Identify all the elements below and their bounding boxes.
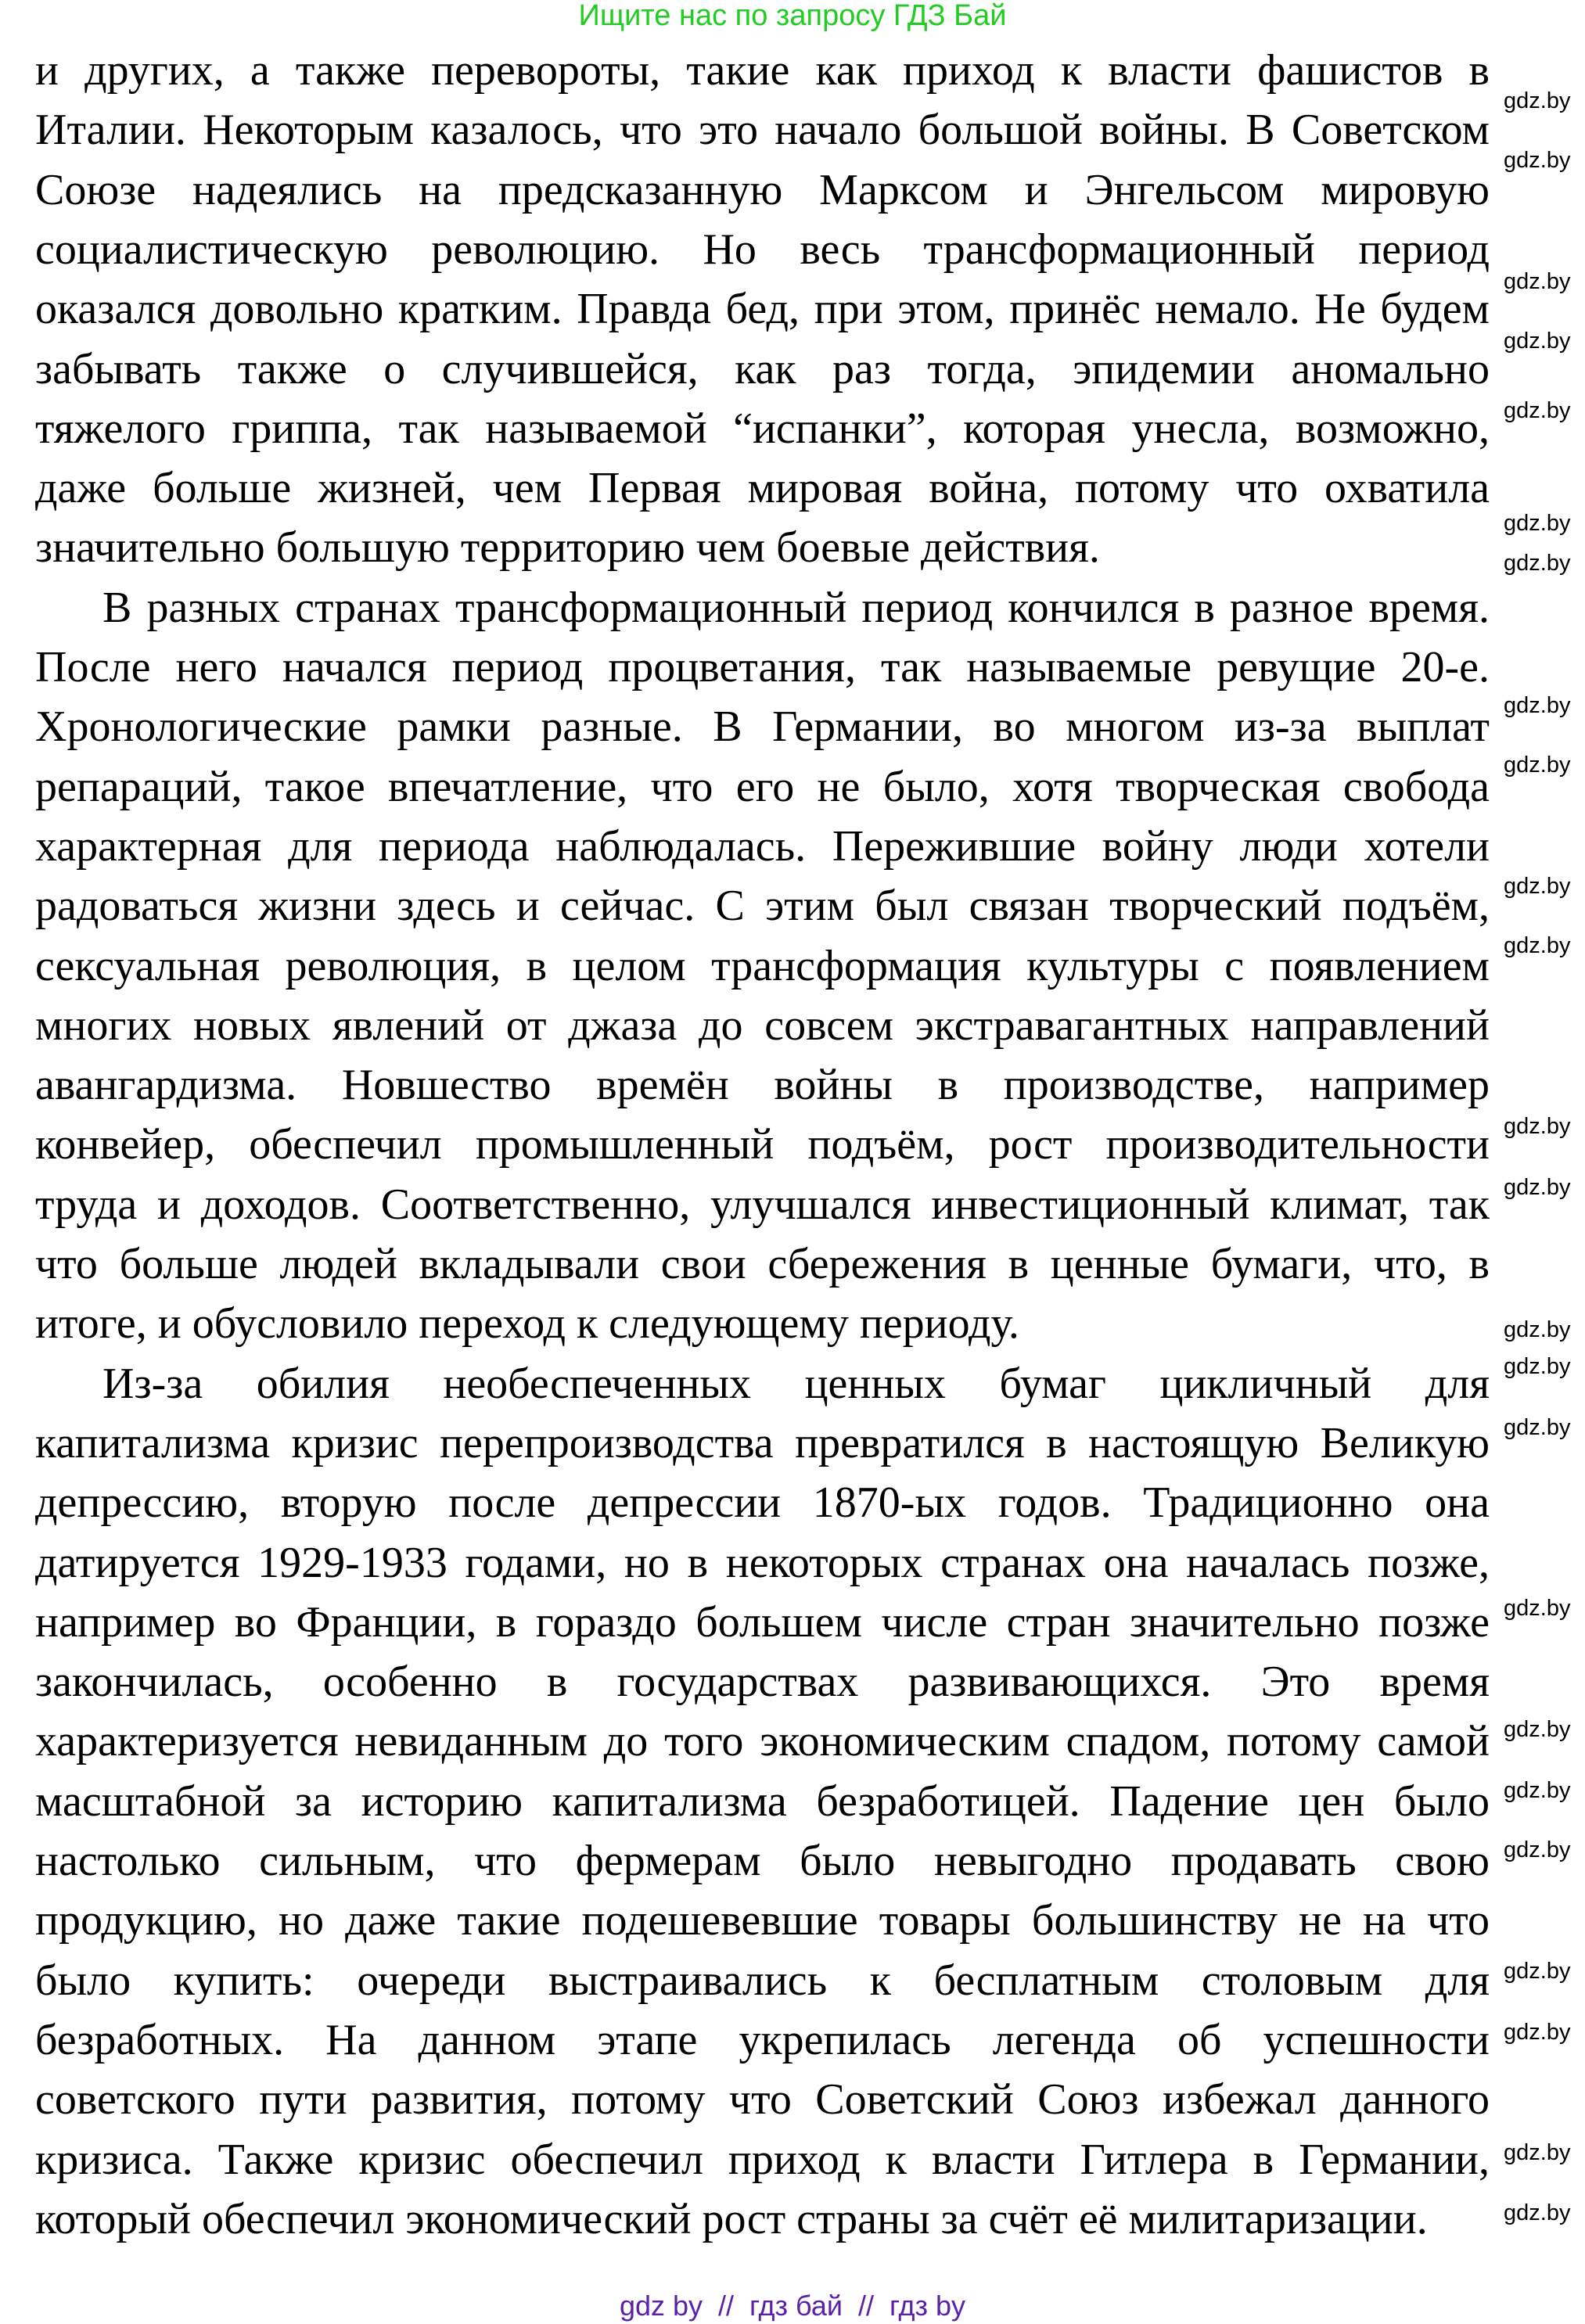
text-line: Италии. Некоторым казалось, что это начало большой войны. В Советском [35, 106, 1490, 155]
watermark-text: gdz.by [1504, 1354, 1571, 1380]
text-line: продукцию, но даже такие подешевевшие товары большинству не на что [35, 1896, 1490, 1945]
text-line: советского пути развития, потому что Советский Союз избежал данного [35, 2075, 1490, 2125]
text-line: было купить: очереди выстраивались к бесплатным столовым для [35, 1956, 1490, 2005]
watermark-text: gdz.by [1504, 1837, 1571, 1862]
watermark-text: gdz.by [1504, 1114, 1571, 1140]
watermark-text: gdz.by [1504, 1778, 1571, 1804]
text-line: социалистическую революцию. Но весь трансформационный период [35, 224, 1490, 274]
text-line: значительно большую территорию чем боевые действия. [35, 523, 1100, 573]
text-line: закончилась, особенно в государствах развивающихся. Это время [35, 1658, 1490, 1707]
text-line: авангардизма. Новшество времён войны в производстве, например [35, 1061, 1490, 1110]
watermark-text: gdz.by [1504, 269, 1571, 295]
watermark-text: gdz.by [1504, 397, 1571, 423]
text-line: Хронологические рамки разные. В Германии, во многом из-за выплат [35, 702, 1490, 752]
text-line: Из-за обилия необеспеченных ценных бумаг цикличный для [102, 1359, 1490, 1408]
watermark-text: gdz.by [1504, 752, 1571, 778]
text-line: тяжелого гриппа, так называемой “испанки”, которая унесла, возможно, [35, 404, 1490, 453]
text-line: кризиса. Также кризис обеспечил приход к власти Гитлера в Германии, [35, 2135, 1490, 2184]
text-line: многих новых явлений от джаза до совсем экстравагантных направлений [35, 1000, 1490, 1050]
text-line: труда и доходов. Соответственно, улучшался инвестиционный климат, так [35, 1180, 1490, 1229]
text-line: характерная для периода наблюдалась. Пережившие войну люди хотели [35, 821, 1490, 871]
watermark-text: gdz.by [1504, 933, 1571, 958]
watermark-text: gdz.by [1504, 874, 1571, 900]
watermark-text: gdz.by [1504, 693, 1571, 719]
watermark-text: gdz.by [1504, 1316, 1571, 1342]
text-line: репараций, такое впечатление, что его не было, хотя творческая свобода [35, 762, 1490, 811]
text-line: капитализма кризис перепроизводства превратился в настоящую Великую [35, 1418, 1490, 1467]
text-line: сексуальная революция, в целом трансформация культуры с появлением [35, 941, 1490, 990]
text-line: безработных. На данном этапе укрепилась легенда об успешности [35, 2015, 1490, 2064]
watermark-text: gdz.by [1504, 2200, 1571, 2226]
watermark-text: gdz.by [1504, 147, 1571, 173]
watermark-text: gdz.by [1504, 1414, 1571, 1440]
text-line: масштабной за историю капитализма безработицей. Падение цен было [35, 1776, 1490, 1826]
text-line: конвейер, обеспечил промышленный подъём, рост производительности [35, 1120, 1490, 1169]
text-line: забывать также о случившейся, как раз тогда, эпидемии аномально [35, 344, 1490, 393]
watermark-text: gdz.by [1504, 510, 1571, 536]
text-line: что больше людей вкладывали свои сбережения в ценные бумаги, что, в [35, 1240, 1490, 1288]
watermark-text: gdz.by [1504, 2020, 1571, 2046]
watermark-text: gdz.by [1504, 1596, 1571, 1622]
text-line: характеризуется невиданным до того экономическим спадом, потому самой [35, 1717, 1490, 1766]
text-line: оказался довольно кратким. Правда бед, при этом, принёс немало. Не будем [35, 285, 1490, 334]
watermark-text: gdz.by [1504, 1959, 1571, 1985]
watermark-text: gdz.by [1504, 2139, 1571, 2165]
watermark-text: gdz.by [1504, 1717, 1571, 1743]
text-line: настолько сильным, что фермерам было невыгодно продавать свою [35, 1837, 1490, 1885]
watermark-text: gdz.by [1504, 551, 1571, 577]
text-line: После него начался период процветания, так называемые ревущие 20-е. [35, 643, 1490, 691]
text-line: и других, а также перевороты, такие как приход к власти фашистов в [35, 46, 1490, 95]
text-line: радоваться жизни здесь и сейчас. С этим был связан творческий подъём, [35, 882, 1490, 931]
text-line: Союзе надеялись на предсказанную Марксом и Энгельсом мировую [35, 165, 1490, 214]
watermark-text: gdz.by [1504, 328, 1571, 354]
text-line: даже больше жизней, чем Первая мировая война, потому что охватила [35, 464, 1490, 513]
text-line: итоге, и обусловило переход к следующему периоду. [35, 1299, 1019, 1349]
watermark-text: gdz.by [1504, 1174, 1571, 1200]
text-line: например во Франции, в гораздо большем числе стран значительно позже [35, 1597, 1490, 1647]
text-line: датируется 1929-1933 годами, но в некоторых странах она началась позже, [35, 1538, 1490, 1587]
promo-footer: gdz by // гдз бай // гдз by [619, 2290, 966, 2322]
text-line: депрессию, вторую после депрессии 1870-ых годов. Традиционно она [35, 1478, 1490, 1528]
text-line: В разных странах трансформационный период кончился в разное время. [102, 583, 1490, 632]
text-line: который обеспечил экономический рост страны за счёт её милитаризации. [35, 2194, 1428, 2243]
promo-header: Ищите нас по запросу ГДЗ Бай [578, 0, 1007, 32]
watermark-text: gdz.by [1504, 88, 1571, 113]
